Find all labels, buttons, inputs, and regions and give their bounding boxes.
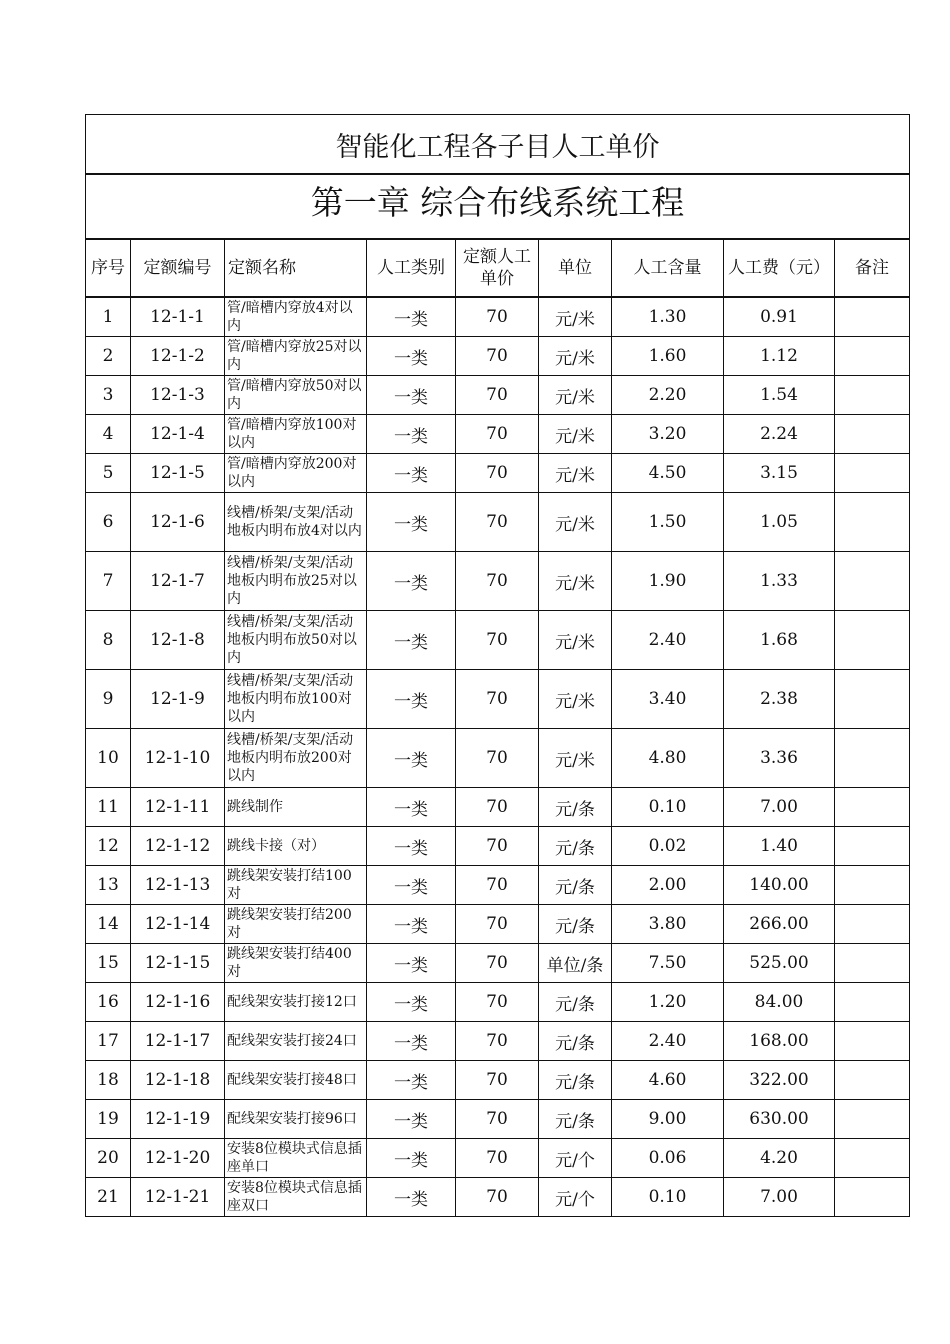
cell-name: 跳线架安装打结200对 [225, 905, 367, 944]
cell-seq: 15 [86, 944, 131, 983]
table-row [86, 905, 910, 944]
cell-remark [835, 944, 910, 983]
cell-unit-price: 70 [456, 493, 539, 552]
cell-code: 12-1-11 [131, 788, 225, 827]
table-row [86, 454, 910, 493]
cell-unit: 元/米 [539, 297, 612, 337]
cell-fee: 1.33 [724, 552, 835, 611]
cell-remark [835, 493, 910, 552]
cell-content: 3.20 [612, 415, 724, 454]
table-row [86, 944, 910, 983]
cell-name: 跳线架安装打结400对 [225, 944, 367, 983]
cell-name: 线槽/桥架/支架/活动地板内明布放25对以内 [225, 552, 367, 611]
cell-code: 12-1-6 [131, 493, 225, 552]
cell-fee: 7.00 [724, 788, 835, 827]
cell-content: 1.90 [612, 552, 724, 611]
cell-content: 4.50 [612, 454, 724, 493]
cell-labor-type: 一类 [367, 670, 456, 729]
cell-seq: 11 [86, 788, 131, 827]
cell-content: 4.60 [612, 1061, 724, 1100]
cell-fee: 0.91 [724, 297, 835, 337]
cell-name: 跳线制作 [225, 788, 367, 827]
cell-code: 12-1-12 [131, 827, 225, 866]
cell-remark [835, 376, 910, 415]
cell-remark [835, 337, 910, 376]
cell-content: 3.80 [612, 905, 724, 944]
cell-fee: 84.00 [724, 983, 835, 1022]
cell-unit-price: 70 [456, 944, 539, 983]
cell-unit: 元/米 [539, 415, 612, 454]
table-row [86, 866, 910, 905]
cell-remark [835, 788, 910, 827]
table-row [86, 670, 910, 729]
cell-fee: 630.00 [724, 1100, 835, 1139]
cell-content: 4.80 [612, 729, 724, 788]
cell-content: 0.02 [612, 827, 724, 866]
cell-code: 12-1-21 [131, 1178, 225, 1217]
table-row [86, 611, 910, 670]
cell-seq: 12 [86, 827, 131, 866]
cell-content: 2.20 [612, 376, 724, 415]
cell-seq: 5 [86, 454, 131, 493]
cell-remark [835, 454, 910, 493]
cell-seq: 14 [86, 905, 131, 944]
cell-seq: 10 [86, 729, 131, 788]
cell-unit-price: 70 [456, 415, 539, 454]
header-fee: 人工费（元） [724, 239, 835, 297]
cell-labor-type: 一类 [367, 611, 456, 670]
cell-name: 管/暗槽内穿放4对以内 [225, 297, 367, 337]
cell-name: 配线架安装打接48口 [225, 1061, 367, 1100]
cell-labor-type: 一类 [367, 944, 456, 983]
cell-seq: 19 [86, 1100, 131, 1139]
cell-unit: 元/条 [539, 1022, 612, 1061]
cell-remark [835, 1139, 910, 1178]
cell-content: 1.50 [612, 493, 724, 552]
cell-code: 12-1-9 [131, 670, 225, 729]
cell-unit: 元/条 [539, 1100, 612, 1139]
cell-seq: 18 [86, 1061, 131, 1100]
table-row [86, 376, 910, 415]
cell-unit: 单位/条 [539, 944, 612, 983]
header-unit: 单位 [539, 239, 612, 297]
cell-unit: 元/米 [539, 337, 612, 376]
table-row [86, 1178, 910, 1217]
cell-unit-price: 70 [456, 788, 539, 827]
cell-fee: 266.00 [724, 905, 835, 944]
cell-remark [835, 983, 910, 1022]
table-row [86, 1061, 910, 1100]
table-row [86, 297, 910, 337]
cell-fee: 525.00 [724, 944, 835, 983]
cell-content: 7.50 [612, 944, 724, 983]
cell-fee: 1.05 [724, 493, 835, 552]
cell-labor-type: 一类 [367, 827, 456, 866]
table-row [86, 827, 910, 866]
cell-remark [835, 1061, 910, 1100]
cell-unit: 元/米 [539, 552, 612, 611]
cell-content: 2.00 [612, 866, 724, 905]
cell-content: 2.40 [612, 611, 724, 670]
cell-fee: 2.38 [724, 670, 835, 729]
cell-seq: 4 [86, 415, 131, 454]
cell-labor-type: 一类 [367, 1178, 456, 1217]
cell-remark [835, 729, 910, 788]
cell-unit: 元/条 [539, 866, 612, 905]
cell-labor-type: 一类 [367, 1100, 456, 1139]
cell-labor-type: 一类 [367, 1139, 456, 1178]
cell-unit: 元/条 [539, 905, 612, 944]
cell-labor-type: 一类 [367, 866, 456, 905]
cell-unit-price: 70 [456, 866, 539, 905]
cell-unit-price: 70 [456, 1022, 539, 1061]
cell-name: 线槽/桥架/支架/活动地板内明布放100对以内 [225, 670, 367, 729]
cell-code: 12-1-2 [131, 337, 225, 376]
cell-unit-price: 70 [456, 1178, 539, 1217]
cell-labor-type: 一类 [367, 337, 456, 376]
cell-labor-type: 一类 [367, 552, 456, 611]
table-row [86, 1100, 910, 1139]
header-seq: 序号 [86, 239, 131, 297]
table-row [86, 493, 910, 552]
cell-code: 12-1-19 [131, 1100, 225, 1139]
cell-labor-type: 一类 [367, 297, 456, 337]
cell-remark [835, 611, 910, 670]
cell-labor-type: 一类 [367, 788, 456, 827]
cell-unit-price: 70 [456, 376, 539, 415]
cell-labor-type: 一类 [367, 1061, 456, 1100]
cell-name: 跳线卡接（对） [225, 827, 367, 866]
cell-unit: 元/条 [539, 1061, 612, 1100]
table-row [86, 337, 910, 376]
cell-seq: 17 [86, 1022, 131, 1061]
labor-price-table [85, 114, 910, 1217]
cell-unit: 元/条 [539, 983, 612, 1022]
cell-name: 配线架安装打接12口 [225, 983, 367, 1022]
cell-fee: 140.00 [724, 866, 835, 905]
header-content: 人工含量 [612, 239, 724, 297]
cell-labor-type: 一类 [367, 415, 456, 454]
document-title: 智能化工程各子目人工单价 [86, 115, 910, 175]
cell-seq: 2 [86, 337, 131, 376]
cell-name: 线槽/桥架/支架/活动地板内明布放50对以内 [225, 611, 367, 670]
cell-seq: 9 [86, 670, 131, 729]
cell-labor-type: 一类 [367, 376, 456, 415]
cell-content: 1.30 [612, 297, 724, 337]
cell-unit: 元/米 [539, 376, 612, 415]
cell-content: 0.10 [612, 1178, 724, 1217]
cell-name: 配线架安装打接96口 [225, 1100, 367, 1139]
table-row [86, 983, 910, 1022]
table-row [86, 1022, 910, 1061]
cell-fee: 7.00 [724, 1178, 835, 1217]
cell-remark [835, 415, 910, 454]
cell-labor-type: 一类 [367, 729, 456, 788]
cell-seq: 1 [86, 297, 131, 337]
header-row [86, 239, 910, 297]
cell-unit-price: 70 [456, 983, 539, 1022]
cell-unit: 元/米 [539, 729, 612, 788]
cell-name: 安装8位模块式信息插座双口 [225, 1178, 367, 1217]
cell-unit-price: 70 [456, 670, 539, 729]
cell-code: 12-1-8 [131, 611, 225, 670]
chapter-title: 第一章 综合布线系统工程 [86, 174, 910, 239]
cell-fee: 2.24 [724, 415, 835, 454]
header-labor-type: 人工类别 [367, 239, 456, 297]
cell-unit: 元/个 [539, 1178, 612, 1217]
cell-unit-price: 70 [456, 1100, 539, 1139]
cell-code: 12-1-17 [131, 1022, 225, 1061]
cell-content: 9.00 [612, 1100, 724, 1139]
cell-unit-price: 70 [456, 337, 539, 376]
cell-remark [835, 866, 910, 905]
price-sheet [85, 114, 909, 1217]
cell-unit: 元/米 [539, 611, 612, 670]
cell-unit: 元/米 [539, 670, 612, 729]
header-unit-price: 定额人工单价 [456, 239, 539, 297]
cell-remark [835, 905, 910, 944]
cell-remark [835, 1022, 910, 1061]
cell-unit: 元/米 [539, 454, 612, 493]
cell-unit-price: 70 [456, 1139, 539, 1178]
cell-unit-price: 70 [456, 552, 539, 611]
cell-name: 管/暗槽内穿放25对以内 [225, 337, 367, 376]
cell-unit-price: 70 [456, 905, 539, 944]
cell-unit-price: 70 [456, 1061, 539, 1100]
header-name: 定额名称 [225, 239, 367, 297]
cell-content: 3.40 [612, 670, 724, 729]
table-row [86, 552, 910, 611]
cell-fee: 4.20 [724, 1139, 835, 1178]
cell-unit: 元/条 [539, 788, 612, 827]
cell-unit-price: 70 [456, 729, 539, 788]
cell-unit: 元/条 [539, 827, 612, 866]
table-row [86, 1139, 910, 1178]
cell-name: 线槽/桥架/支架/活动地板内明布放4对以内 [225, 493, 367, 552]
header-remark: 备注 [835, 239, 910, 297]
cell-seq: 8 [86, 611, 131, 670]
cell-fee: 3.36 [724, 729, 835, 788]
cell-code: 12-1-18 [131, 1061, 225, 1100]
table-row [86, 415, 910, 454]
cell-content: 0.10 [612, 788, 724, 827]
cell-remark [835, 1178, 910, 1217]
cell-name: 配线架安装打接24口 [225, 1022, 367, 1061]
cell-unit-price: 70 [456, 611, 539, 670]
cell-fee: 1.54 [724, 376, 835, 415]
cell-name: 安装8位模块式信息插座单口 [225, 1139, 367, 1178]
cell-code: 12-1-20 [131, 1139, 225, 1178]
cell-remark [835, 1100, 910, 1139]
cell-unit-price: 70 [456, 297, 539, 337]
header-code: 定额编号 [131, 239, 225, 297]
cell-fee: 1.68 [724, 611, 835, 670]
cell-seq: 13 [86, 866, 131, 905]
cell-code: 12-1-1 [131, 297, 225, 337]
cell-name: 管/暗槽内穿放50对以内 [225, 376, 367, 415]
cell-unit: 元/米 [539, 493, 612, 552]
cell-code: 12-1-10 [131, 729, 225, 788]
cell-fee: 168.00 [724, 1022, 835, 1061]
cell-unit-price: 70 [456, 454, 539, 493]
cell-labor-type: 一类 [367, 1022, 456, 1061]
cell-fee: 1.12 [724, 337, 835, 376]
cell-name: 线槽/桥架/支架/活动地板内明布放200对以内 [225, 729, 367, 788]
cell-code: 12-1-4 [131, 415, 225, 454]
cell-labor-type: 一类 [367, 905, 456, 944]
cell-unit: 元/个 [539, 1139, 612, 1178]
cell-labor-type: 一类 [367, 983, 456, 1022]
cell-remark [835, 552, 910, 611]
cell-name: 管/暗槽内穿放100对以内 [225, 415, 367, 454]
cell-content: 2.40 [612, 1022, 724, 1061]
cell-code: 12-1-13 [131, 866, 225, 905]
cell-seq: 20 [86, 1139, 131, 1178]
cell-unit-price: 70 [456, 827, 539, 866]
cell-content: 0.06 [612, 1139, 724, 1178]
cell-seq: 21 [86, 1178, 131, 1217]
cell-code: 12-1-3 [131, 376, 225, 415]
cell-fee: 3.15 [724, 454, 835, 493]
cell-remark [835, 670, 910, 729]
cell-code: 12-1-7 [131, 552, 225, 611]
cell-content: 1.20 [612, 983, 724, 1022]
cell-code: 12-1-15 [131, 944, 225, 983]
cell-name: 管/暗槽内穿放200对以内 [225, 454, 367, 493]
table-row [86, 788, 910, 827]
cell-content: 1.60 [612, 337, 724, 376]
cell-seq: 6 [86, 493, 131, 552]
cell-fee: 322.00 [724, 1061, 835, 1100]
cell-seq: 7 [86, 552, 131, 611]
cell-labor-type: 一类 [367, 493, 456, 552]
cell-seq: 16 [86, 983, 131, 1022]
table-row [86, 729, 910, 788]
cell-code: 12-1-16 [131, 983, 225, 1022]
cell-seq: 3 [86, 376, 131, 415]
cell-remark [835, 827, 910, 866]
cell-code: 12-1-14 [131, 905, 225, 944]
cell-code: 12-1-5 [131, 454, 225, 493]
cell-remark [835, 297, 910, 337]
cell-labor-type: 一类 [367, 454, 456, 493]
cell-fee: 1.40 [724, 827, 835, 866]
cell-name: 跳线架安装打结100对 [225, 866, 367, 905]
